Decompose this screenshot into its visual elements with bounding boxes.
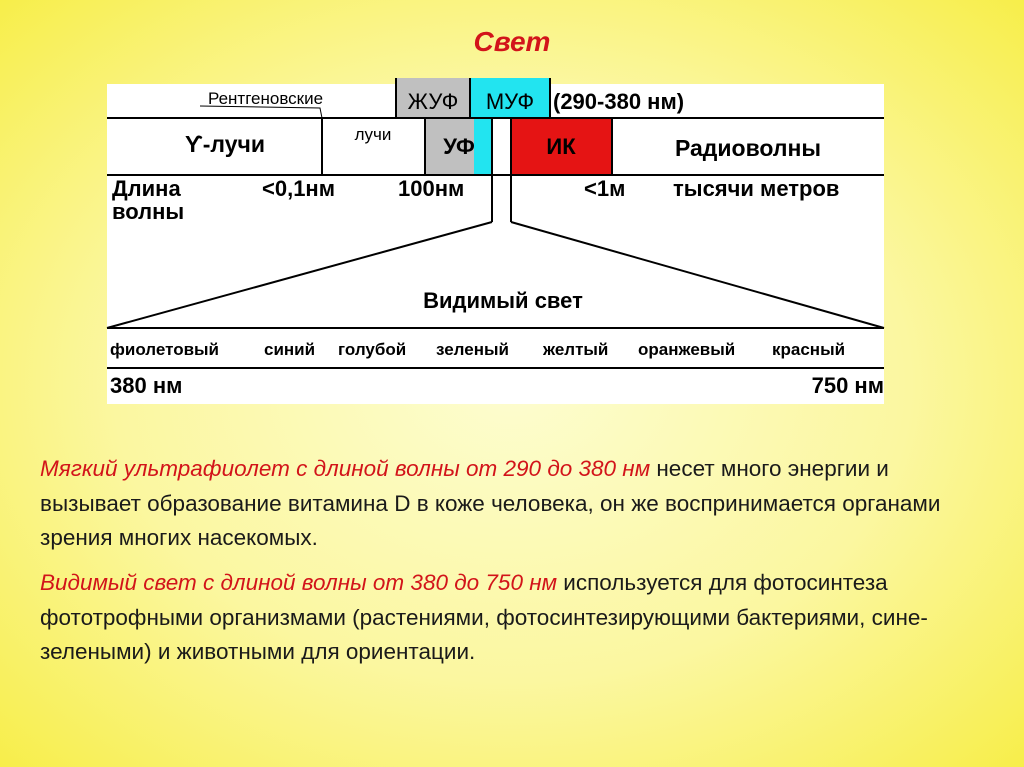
muf-label: МУФ	[485, 89, 535, 114]
color-label-red: красный	[772, 340, 846, 359]
color-label-green: зеленый	[436, 340, 509, 359]
wl-radio-label: тысячи метров	[673, 176, 840, 201]
uv-label: УФ	[443, 134, 475, 159]
paragraph-soft-uv	[40, 452, 990, 556]
visible-label: Видимый свет	[423, 288, 583, 313]
wavelength-label-1: Длина	[112, 176, 181, 201]
color-label-blue: синий	[264, 340, 316, 359]
wl-uv-label: 100нм	[398, 176, 465, 201]
range-start-label: 380 нм	[110, 373, 183, 398]
color-label-violet: фиолетовый	[110, 340, 219, 359]
uv-cyan-cell	[474, 118, 492, 174]
wavelength-label-2: волны	[112, 199, 185, 224]
paragraph-soft-uv-text: несет много энергии и вызывает образование витамина D в коже человека, он же воспринимается органами зрения многих насекомых.	[40, 456, 941, 550]
slide-title: Свет	[473, 26, 551, 57]
gamma-label: ϒ-лучи	[185, 131, 265, 157]
zhuf-label: ЖУФ	[407, 89, 459, 114]
xray-label: Рентгеновские	[208, 89, 324, 108]
color-label-yellow: желтый	[543, 340, 609, 359]
color-label-lightblue: голубой	[338, 340, 407, 359]
xray-label-2: лучи	[354, 125, 392, 144]
paragraph-soft-uv-highlight: Мягкий ультрафиолет с длиной волны от 290 до 380 нм	[40, 456, 651, 481]
color-label-orange: оранжевый	[638, 340, 736, 359]
paragraph-visible-light	[40, 566, 990, 670]
wl-xray-label: <0,1нм	[262, 176, 335, 201]
paragraph-visible-light-highlight: Видимый свет с длиной волны от 380 до 750 нм	[40, 570, 558, 595]
ir-label: ИК	[546, 134, 576, 159]
radio-label: Радиоволны	[674, 135, 822, 161]
paragraph-visible-light-text: используется для фотосинтеза фототрофными организмами (растениями, фотосинтезирующими бактериями, сине-зелеными) и животными для ориентации.	[40, 570, 928, 664]
muf-range-label: (290-380 нм)	[553, 89, 685, 114]
range-end-label: 750 нм	[811, 373, 884, 398]
wl-ir-label: <1м	[584, 176, 626, 201]
